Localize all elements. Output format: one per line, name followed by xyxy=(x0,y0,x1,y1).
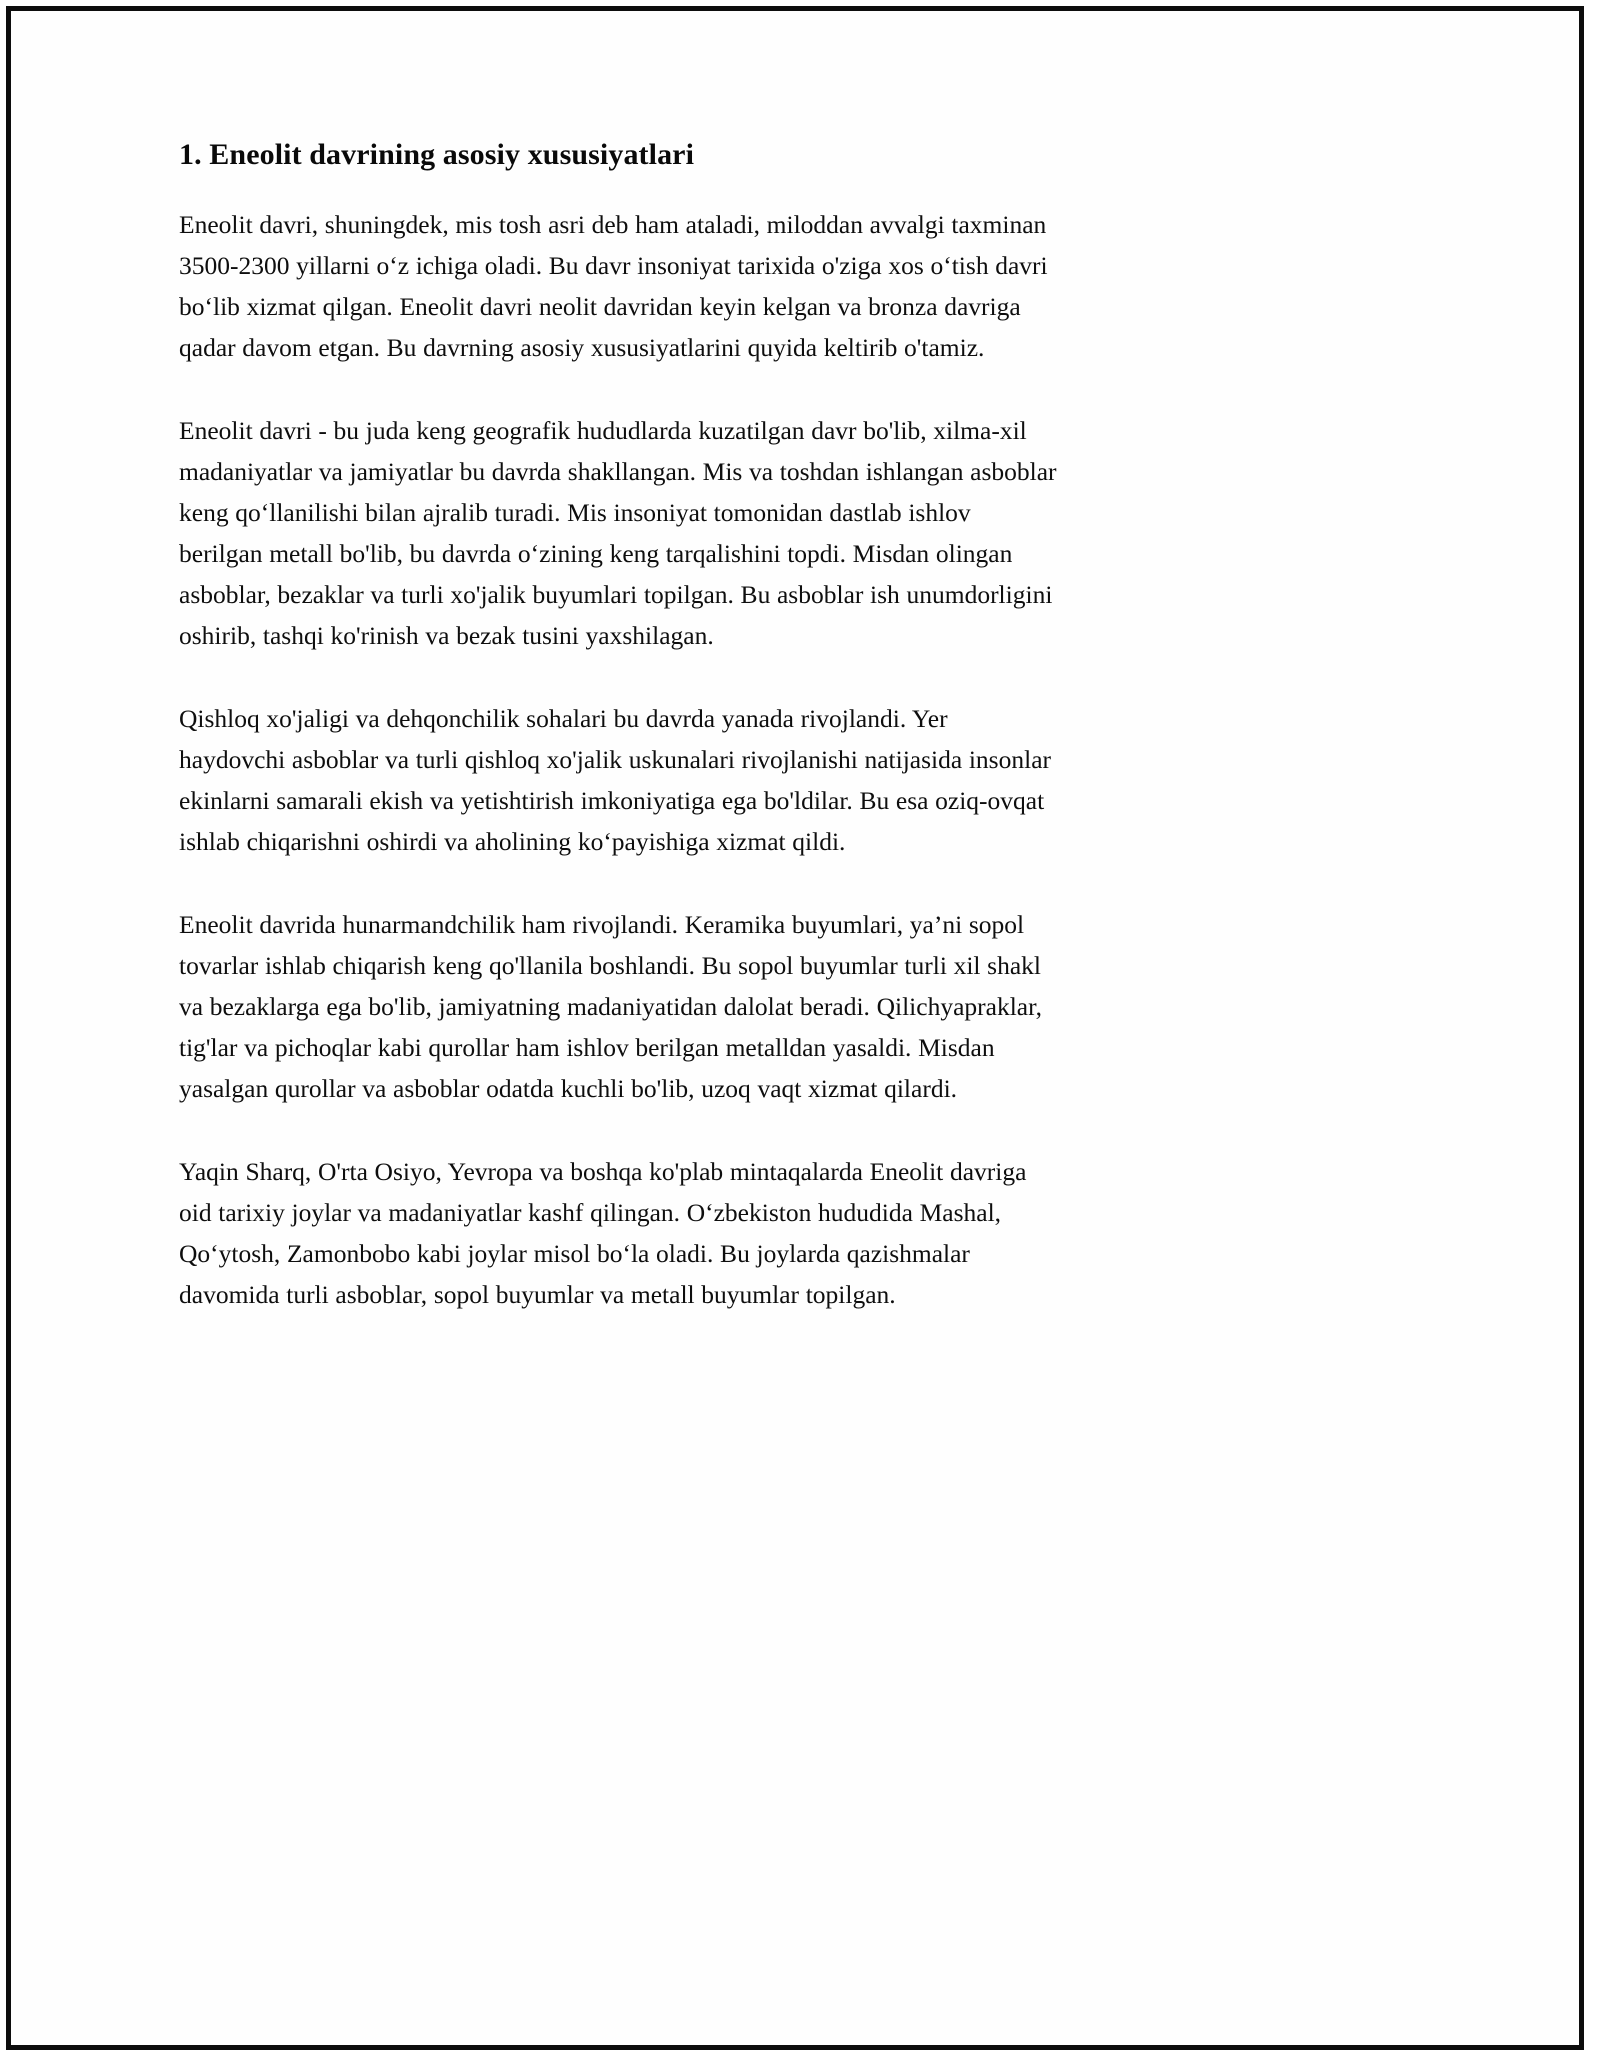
body-paragraph-2: Eneolit davri - bu juda keng geografik hududlarda kuzatilgan davr bo'lib, xilma-xil madaniyatlar va jamiyatlar bu davrda shakllangan. Mis va toshdan ishlangan asboblar keng qo‘llanilishi bilan ajralib turadi. Mis insoniyat tomonidan dastlab ishlov berilgan metall bo'lib, bu davrda o‘zining keng tarqalishini topdi. Misdan olingan asboblar, bezaklar va turli xo'jalik buyumlari topilgan. Bu asboblar ish unumdorligini oshirib, tashqi ko'rinish va bezak tusini yaxshilagan. xyxy=(179,415,1057,650)
document-content xyxy=(179,136,1059,1315)
page-title: 1. Eneolit davrining asosiy xususiyatlari xyxy=(179,138,695,171)
body-paragraph-1: Eneolit davri, shuningdek, mis tosh asri deb ham ataladi, miloddan avvalgi taxminan 3500-2300 yillarni o‘z ichiga oladi. Bu davr insoniyat tarixida o'ziga xos o‘tish davri bo‘lib xizmat qilgan. Eneolit davri neolit davridan keyin kelgan va bronza davriga qadar davom etgan. Bu davrning asosiy xususiyatlarini quyida keltirib o'tamiz. xyxy=(179,209,1048,362)
body-paragraph-5: Yaqin Sharq, O'rta Osiyo, Yevropa va boshqa ko'plab mintaqalarda Eneolit davriga oid tarixiy joylar va madaniyatlar kashf qilingan. O‘zbekiston hududida Mashal, Qo‘ytosh, Zamonbobo kabi joylar misol bo‘la oladi. Bu joylarda qazishmalar davomida turli asboblar, sopol buyumlar va metall buyumlar topilgan. xyxy=(179,1156,1027,1309)
body-paragraph-4: Eneolit davrida hunarmandchilik ham rivojlandi. Keramika buyumlari, ya’ni sopol tovarlar ishlab chiqarish keng qo'llanila boshlandi. Bu sopol buyumlar turli xil shakl va bezaklarga ega bo'lib, jamiyatning madaniyatidan dalolat beradi. Qilichyapraklar, tig'lar va pichoqlar kabi qurollar ham ishlov berilgan metalldan yasaldi. Misdan yasalgan qurollar va asboblar odatda kuchli bo'lib, uzoq vaqt xizmat qilardi. xyxy=(179,909,1042,1103)
document-page-surface xyxy=(11,11,1579,2045)
document-page-frame xyxy=(6,6,1584,2050)
body-paragraph-3: Qishloq xo'jaligi va dehqonchilik sohalari bu davrda yanada rivojlandi. Yer haydovchi asboblar va turli qishloq xo'jalik uskunalari rivojlanishi natijasida insonlar ekinlarni samarali ekish va yetishtirish imkoniyatiga ega bo'ldilar. Bu esa oziq-ovqat ishlab chiqarishni oshirdi va aholining ko‘payishiga xizmat qildi. xyxy=(179,703,1052,856)
